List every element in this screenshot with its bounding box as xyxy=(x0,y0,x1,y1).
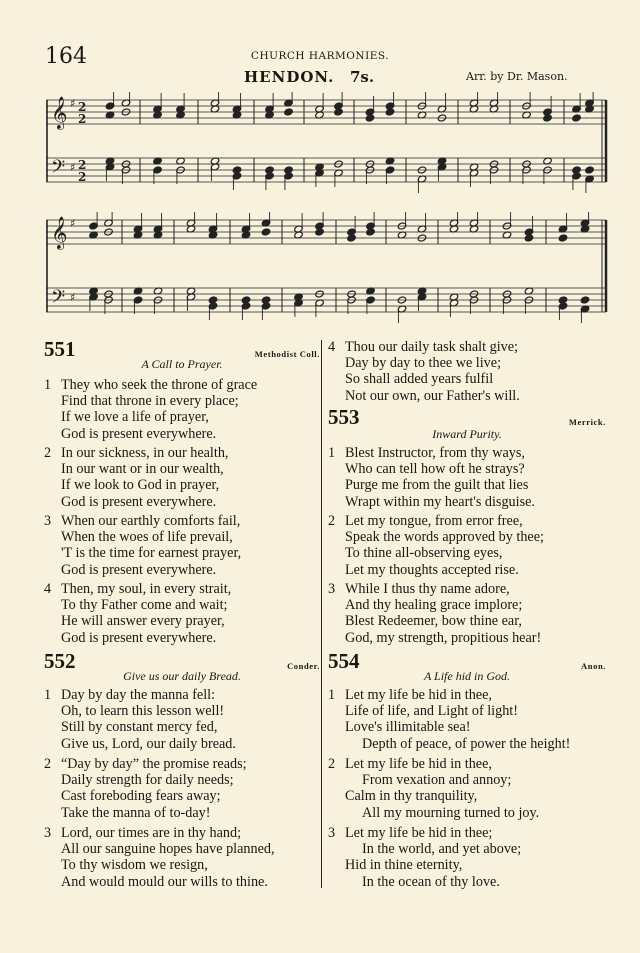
verse-line: Still by constant mercy fed, xyxy=(61,719,218,736)
verse-line: Cast foreboding fears away; xyxy=(61,788,221,805)
verse-line: 2 “Day by day” the promise reads; xyxy=(44,756,247,772)
time-signature: 2 xyxy=(78,170,87,184)
treble-clef: 𝄞 xyxy=(51,96,68,129)
verse-line: And would mould our wills to thine. xyxy=(61,873,268,890)
stanza-3 xyxy=(44,825,320,890)
running-head: CHURCH HARMONIES. xyxy=(250,50,390,62)
verse-line: Oh, to learn this lesson well! xyxy=(61,703,225,720)
stanza-4 xyxy=(44,581,320,646)
verse-number: 2 xyxy=(328,513,336,529)
verse-line: He will answer every prayer, xyxy=(61,613,225,630)
note-head xyxy=(558,234,567,242)
hymn-tune-name: Conder. xyxy=(287,661,320,671)
page-number: 164 xyxy=(45,44,87,69)
verse-line: 3 Let my life be hid in thee; xyxy=(328,825,493,841)
stanza-3 xyxy=(328,581,606,646)
verse-line: To thine all-observing eyes, xyxy=(345,545,503,562)
hymn-tune-name: Anon. xyxy=(581,661,606,671)
hymn-tune-name: Merrick. xyxy=(568,417,606,427)
sharp-sign: ♯ xyxy=(70,291,76,304)
verse-line: So shall added years fulfil xyxy=(345,371,494,388)
hymn-subtitle: Give us our daily Bread. xyxy=(123,669,241,683)
verse-line: When the woes of life prevail, xyxy=(61,529,233,546)
verse-number: 2 xyxy=(44,445,52,461)
verse-number: 4 xyxy=(328,339,336,355)
verse-line: Take the manna of to-day! xyxy=(61,804,211,821)
tune-name: HENDON. xyxy=(244,68,335,86)
hymn-554 xyxy=(328,649,606,889)
verse-line: 2 In our sickness, in our health, xyxy=(44,445,229,461)
note-head xyxy=(284,108,293,116)
stanza-2 xyxy=(44,445,320,510)
stanza-3 xyxy=(328,825,606,890)
arranger: Arr. by Dr. Mason. xyxy=(466,70,568,83)
verse-number: 3 xyxy=(44,825,52,841)
verse-line: Purge me from the guilt that lies xyxy=(345,477,529,494)
note-head xyxy=(572,114,581,122)
hymn-subtitle: Inward Purity. xyxy=(432,427,502,441)
verse-line: 3 Lord, our times are in thy hand; xyxy=(44,825,242,841)
note-head xyxy=(347,234,356,242)
verse-line: 3 While I thus thy name adore, xyxy=(328,581,510,597)
verse-line: 2 Let my life be hid in thee, xyxy=(328,756,492,772)
note-head xyxy=(580,296,589,304)
verse-line: Wrapt within my heart's disguise. xyxy=(345,493,535,510)
verse-line: God, my strength, propitious hear! xyxy=(345,629,542,646)
hymn-number: 553 xyxy=(328,405,360,429)
stanza-4 xyxy=(328,339,604,404)
verse-number: 3 xyxy=(328,581,336,597)
verse-line: 1 Let my life be hid in thee, xyxy=(328,687,492,703)
hymn-553 xyxy=(328,405,606,655)
hymn-number: 552 xyxy=(44,649,76,673)
verse-number: 3 xyxy=(328,825,336,841)
verse-line: 1 Blest Instructor, from thy ways, xyxy=(328,445,525,461)
bass-clef: 𝄢 xyxy=(51,287,66,312)
note-head xyxy=(543,114,552,122)
verse-line: God is present everywhere. xyxy=(61,561,217,578)
verse-line: Give us, Lord, our daily bread. xyxy=(61,735,236,752)
verse-line: Speak the words approved by thee; xyxy=(345,529,544,546)
hymn-552 xyxy=(44,649,320,889)
verse-line: Blest Redeemer, bow thine ear, xyxy=(345,613,522,630)
verse-line: God is present everywhere. xyxy=(61,629,217,646)
hymn-subtitle: A Life hid in God. xyxy=(423,669,511,683)
verse-line: If we look to God in prayer, xyxy=(61,477,220,494)
note-head xyxy=(585,166,594,174)
verse-line: God is present everywhere. xyxy=(61,425,217,442)
note-head xyxy=(385,108,394,116)
stanza-1 xyxy=(328,687,606,752)
verse-line: Daily strength for daily needs; xyxy=(61,772,234,789)
sharp-sign: ♯ xyxy=(70,217,76,230)
verse-number: 1 xyxy=(44,377,52,393)
stanza-1 xyxy=(328,445,606,510)
time-signature: 2 xyxy=(78,158,87,172)
hymn-number: 554 xyxy=(328,649,360,673)
stanza-1 xyxy=(44,377,320,442)
stanza-2 xyxy=(328,513,606,578)
note-head xyxy=(261,228,270,236)
verse-line: Life of life, and Light of light! xyxy=(345,703,518,720)
time-signature: 2 xyxy=(78,100,87,114)
verse-line: To thy wisdom we resign, xyxy=(61,857,208,874)
verse-line: If we love a life of prayer, xyxy=(61,409,209,426)
verse-number: 1 xyxy=(44,687,52,703)
column-divider xyxy=(321,340,322,888)
verse-line: Who can tell how oft he strays? xyxy=(345,461,525,478)
verse-line: Find that throne in every place; xyxy=(61,393,239,410)
hymn-continuation xyxy=(328,337,604,407)
verse-line: 3 When our earthly comforts fail, xyxy=(44,513,241,529)
verse-line: From vexation and annoy; xyxy=(362,772,512,789)
verse-line: 1 Day by day the manna fell: xyxy=(44,687,216,703)
verse-line: Depth of peace, of power the height! xyxy=(362,735,571,752)
verse-line: Not our own, our Father's will. xyxy=(345,387,520,404)
verse-line: All my mourning turned to joy. xyxy=(362,804,540,821)
verse-line: Love's illimitable sea! xyxy=(345,719,471,736)
verse-number: 2 xyxy=(328,756,336,772)
verse-line: In the world, and yet above; xyxy=(362,841,522,858)
hymn-subtitle: A Call to Prayer. xyxy=(141,357,223,371)
verse-line: In our want or in our wealth, xyxy=(61,461,224,478)
note-head xyxy=(334,108,343,116)
treble-clef: 𝄞 xyxy=(51,216,68,249)
verse-line: All our sanguine hopes have planned, xyxy=(61,841,275,858)
verse-line: And thy healing grace implore; xyxy=(345,597,523,614)
verse-line: 2 Let my tongue, from error free, xyxy=(328,513,523,529)
verse-number: 4 xyxy=(44,581,52,597)
verse-line: Let my thoughts accepted rise. xyxy=(345,561,519,578)
hymn-number: 551 xyxy=(44,337,76,361)
hymn-tune-name: Methodist Coll. xyxy=(254,349,320,359)
note-head xyxy=(315,228,324,236)
note-head xyxy=(524,234,533,242)
time-signature: 2 xyxy=(78,112,87,126)
music-system-1 xyxy=(46,92,608,202)
verse-line: 4 Then, my soul, in every strait, xyxy=(44,581,232,597)
verse-line: 'T is the time for earnest prayer, xyxy=(61,545,242,562)
verse-number: 1 xyxy=(328,687,336,703)
stanza-1 xyxy=(44,687,320,752)
verse-line: Hid in thine eternity, xyxy=(345,857,463,874)
verse-line: In the ocean of thy love. xyxy=(362,873,500,890)
tune-meter: 7s. xyxy=(350,68,375,86)
verse-number: 1 xyxy=(328,445,336,461)
stanza-3 xyxy=(44,513,320,578)
music-system-2 xyxy=(46,212,608,327)
stanza-2 xyxy=(44,756,320,821)
stanza-2 xyxy=(328,756,606,821)
verse-number: 3 xyxy=(44,513,52,529)
verse-number: 2 xyxy=(44,756,52,772)
bass-clef: 𝄢 xyxy=(51,157,66,182)
verse-line: Day by day to thee we live; xyxy=(345,355,502,372)
note-head xyxy=(365,114,374,122)
verse-line: God is present everywhere. xyxy=(61,493,217,510)
verse-line: Calm in thy tranquility, xyxy=(345,788,478,805)
sharp-sign: ♯ xyxy=(70,97,76,110)
verse-line: 4 Thou our daily task shalt give; xyxy=(328,339,518,355)
verse-line: To thy Father come and wait; xyxy=(61,597,228,614)
note-head xyxy=(366,228,375,236)
hymn-551 xyxy=(44,337,320,657)
verse-line: 1 They who seek the throne of grace xyxy=(44,377,258,393)
sharp-sign: ♯ xyxy=(70,161,76,174)
